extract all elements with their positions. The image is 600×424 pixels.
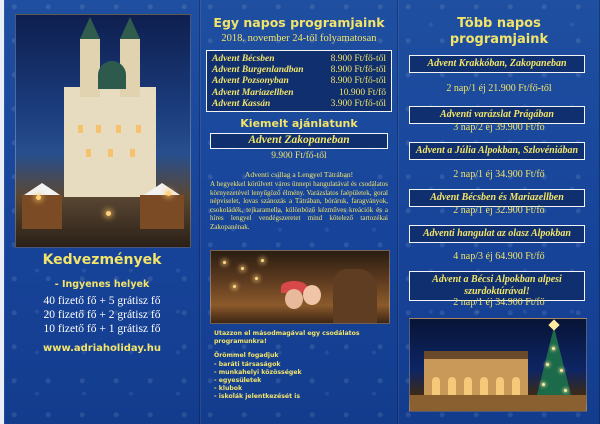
trip-name-box: Advent Krakkóban, Zakopaneban xyxy=(409,55,585,73)
featured-lead: Adventi csillag a Lengyel Tátrában! xyxy=(244,170,354,179)
market-stall xyxy=(140,195,184,229)
trip-price: 8.900 Ft/fő-től xyxy=(330,54,386,64)
basilica-facade xyxy=(64,87,156,197)
featured-heading: Kiemelt ajánlatunk xyxy=(240,117,358,130)
price-row xyxy=(212,88,386,99)
day-trips-price-list xyxy=(206,50,392,112)
market-stall xyxy=(22,195,62,229)
tree-light xyxy=(564,389,567,392)
tree-light xyxy=(546,363,549,366)
lit-window xyxy=(78,125,83,133)
discount-row: 10 fizető fő + 1 grátisz fő xyxy=(43,323,161,335)
string-light xyxy=(241,267,244,270)
panel-middle xyxy=(200,0,398,424)
tree-light xyxy=(560,369,563,372)
krakow-christmas-market-photo xyxy=(409,318,587,412)
lit-window xyxy=(86,149,91,157)
lit-window xyxy=(108,149,113,157)
market-stall-roof xyxy=(144,183,180,195)
lit-window xyxy=(130,149,135,157)
string-light xyxy=(223,261,226,264)
trip-name-box: Advent a Júlia Alpokban, Szlovéniában xyxy=(409,142,585,160)
lit-window xyxy=(116,125,121,133)
basilica-tower xyxy=(80,39,100,97)
trip-price: 2 nap/1 éj 34.900 Ft/fő xyxy=(453,297,545,308)
list-item: - munkahelyi közösségek xyxy=(214,368,302,376)
string-light xyxy=(233,285,236,288)
website-link[interactable]: www.adriaholiday.hu xyxy=(43,343,161,354)
trip-price: 3.900 Ft/fő-től xyxy=(330,98,386,109)
list-item: - iskolák jelentkezését is xyxy=(214,393,301,401)
trip-price: 2 nap/1 éj 21.900 Ft/fő-től xyxy=(446,83,552,94)
trip-price: 8.900 Ft/fő-től xyxy=(330,65,386,76)
lit-arch xyxy=(464,377,472,395)
lit-window xyxy=(136,125,141,133)
panel-left xyxy=(4,0,200,424)
price-row xyxy=(212,65,386,76)
trip-name: Advent Mariazellben xyxy=(212,87,294,98)
trip-price: 3 nap/2 éj 39.900 Ft/fő xyxy=(453,122,545,133)
free-places-label: - Ingyenes helyek xyxy=(54,279,150,290)
featured-trip-price: 9.900 Ft/fő-től xyxy=(271,151,327,161)
trip-name: Advent Pozsonyban xyxy=(212,76,289,87)
day-programs-title: Egy napos programjaink xyxy=(213,15,385,30)
basilica-spire xyxy=(80,17,100,39)
tree-light xyxy=(542,383,545,386)
title-line: Több napos xyxy=(457,16,541,31)
lit-window xyxy=(96,125,101,133)
basilica-dome xyxy=(98,61,126,89)
day-programs-subtitle: 2018. november 24-től folyamatosan xyxy=(221,33,377,44)
trip-name-box: Advent a Bécsi Alpokban alpesi szurdoktúrával! xyxy=(409,271,585,301)
trip-name-box: Advent Bécsben és Mariazellben xyxy=(409,189,585,207)
list-item: - egyesületek xyxy=(214,377,262,385)
person-face xyxy=(285,289,303,309)
trip-name: Advent Bécsben xyxy=(212,54,275,64)
panel-right xyxy=(398,0,600,424)
trip-name-box: Adventi varázslat Prágában xyxy=(409,106,585,124)
multi-day-programs-title xyxy=(398,16,600,48)
discounts-heading: Kedvezmények xyxy=(42,252,162,268)
trip-name: Advent Kassán xyxy=(212,98,271,109)
lit-arch xyxy=(448,377,456,395)
price-row xyxy=(212,54,386,65)
sleigh-ride-photo xyxy=(210,250,390,324)
trip-price: 10.900 Ft/fő xyxy=(339,87,386,98)
market-light xyxy=(36,195,41,200)
groups-list xyxy=(214,361,390,402)
lit-arch xyxy=(432,377,440,395)
featured-trip-name: Advent Zakopaneban xyxy=(210,133,388,149)
lit-arch xyxy=(480,377,488,395)
footer-intro: Utazzon el másodmagával egy csodálatos programunkra! xyxy=(214,330,360,346)
lit-arch xyxy=(512,377,520,395)
market-stall-roof xyxy=(24,183,60,195)
horse-figure xyxy=(333,269,377,323)
price-row xyxy=(212,99,386,110)
title-line: programjaink xyxy=(449,32,549,47)
discount-row: 40 fizető fő + 5 grátisz fő xyxy=(43,295,161,307)
trip-price: 8.900 Ft/fő-től xyxy=(330,76,386,87)
string-light xyxy=(255,277,258,280)
trip-name-box: Adventi hangulat az olasz Alpokban xyxy=(409,225,585,243)
trip-price: 2 nap/1 éj 34.900 Ft/fő xyxy=(453,169,545,180)
featured-description: A hegyekkel körülvett város ünnepi hangulatával és csodálatos környezetével lenyűgöző élmény. Varázslatos faépületek, goral népviselet, lovas szánozás a Tátrában, bóráruk, faragványok, csokoládék, tejkaramella, különböző kézműves kreációk és a híres lengyel vendégszeretet mind kötelező tartozékai Zakopanénak. xyxy=(210,180,388,231)
tree-light xyxy=(552,347,555,350)
cloth-hall-roof xyxy=(424,351,528,359)
trip-price: 2 nap/1 éj 32.900 Ft/fő xyxy=(453,205,545,216)
trip-price: 4 nap/3 éj 64.900 Ft/fő xyxy=(453,251,545,262)
mariazell-basilica-photo xyxy=(15,14,191,248)
market-square xyxy=(410,395,586,411)
list-item: - baráti társaságok xyxy=(214,360,281,368)
lit-arch xyxy=(496,377,504,395)
list-item: - klubok xyxy=(214,385,243,393)
footer-gladly: Örömmel fogadjuk xyxy=(214,352,279,360)
trip-name: Advent Burgenlandban xyxy=(212,65,304,76)
market-light xyxy=(166,191,171,196)
groups-notice xyxy=(214,330,390,402)
market-light xyxy=(106,211,111,216)
price-row xyxy=(212,76,386,87)
basilica-spire xyxy=(120,17,140,39)
christmas-tree xyxy=(536,327,572,399)
string-light xyxy=(261,259,264,262)
discount-row: 20 fizető fő + 2 grátisz fő xyxy=(43,309,161,321)
person-face xyxy=(303,285,321,305)
